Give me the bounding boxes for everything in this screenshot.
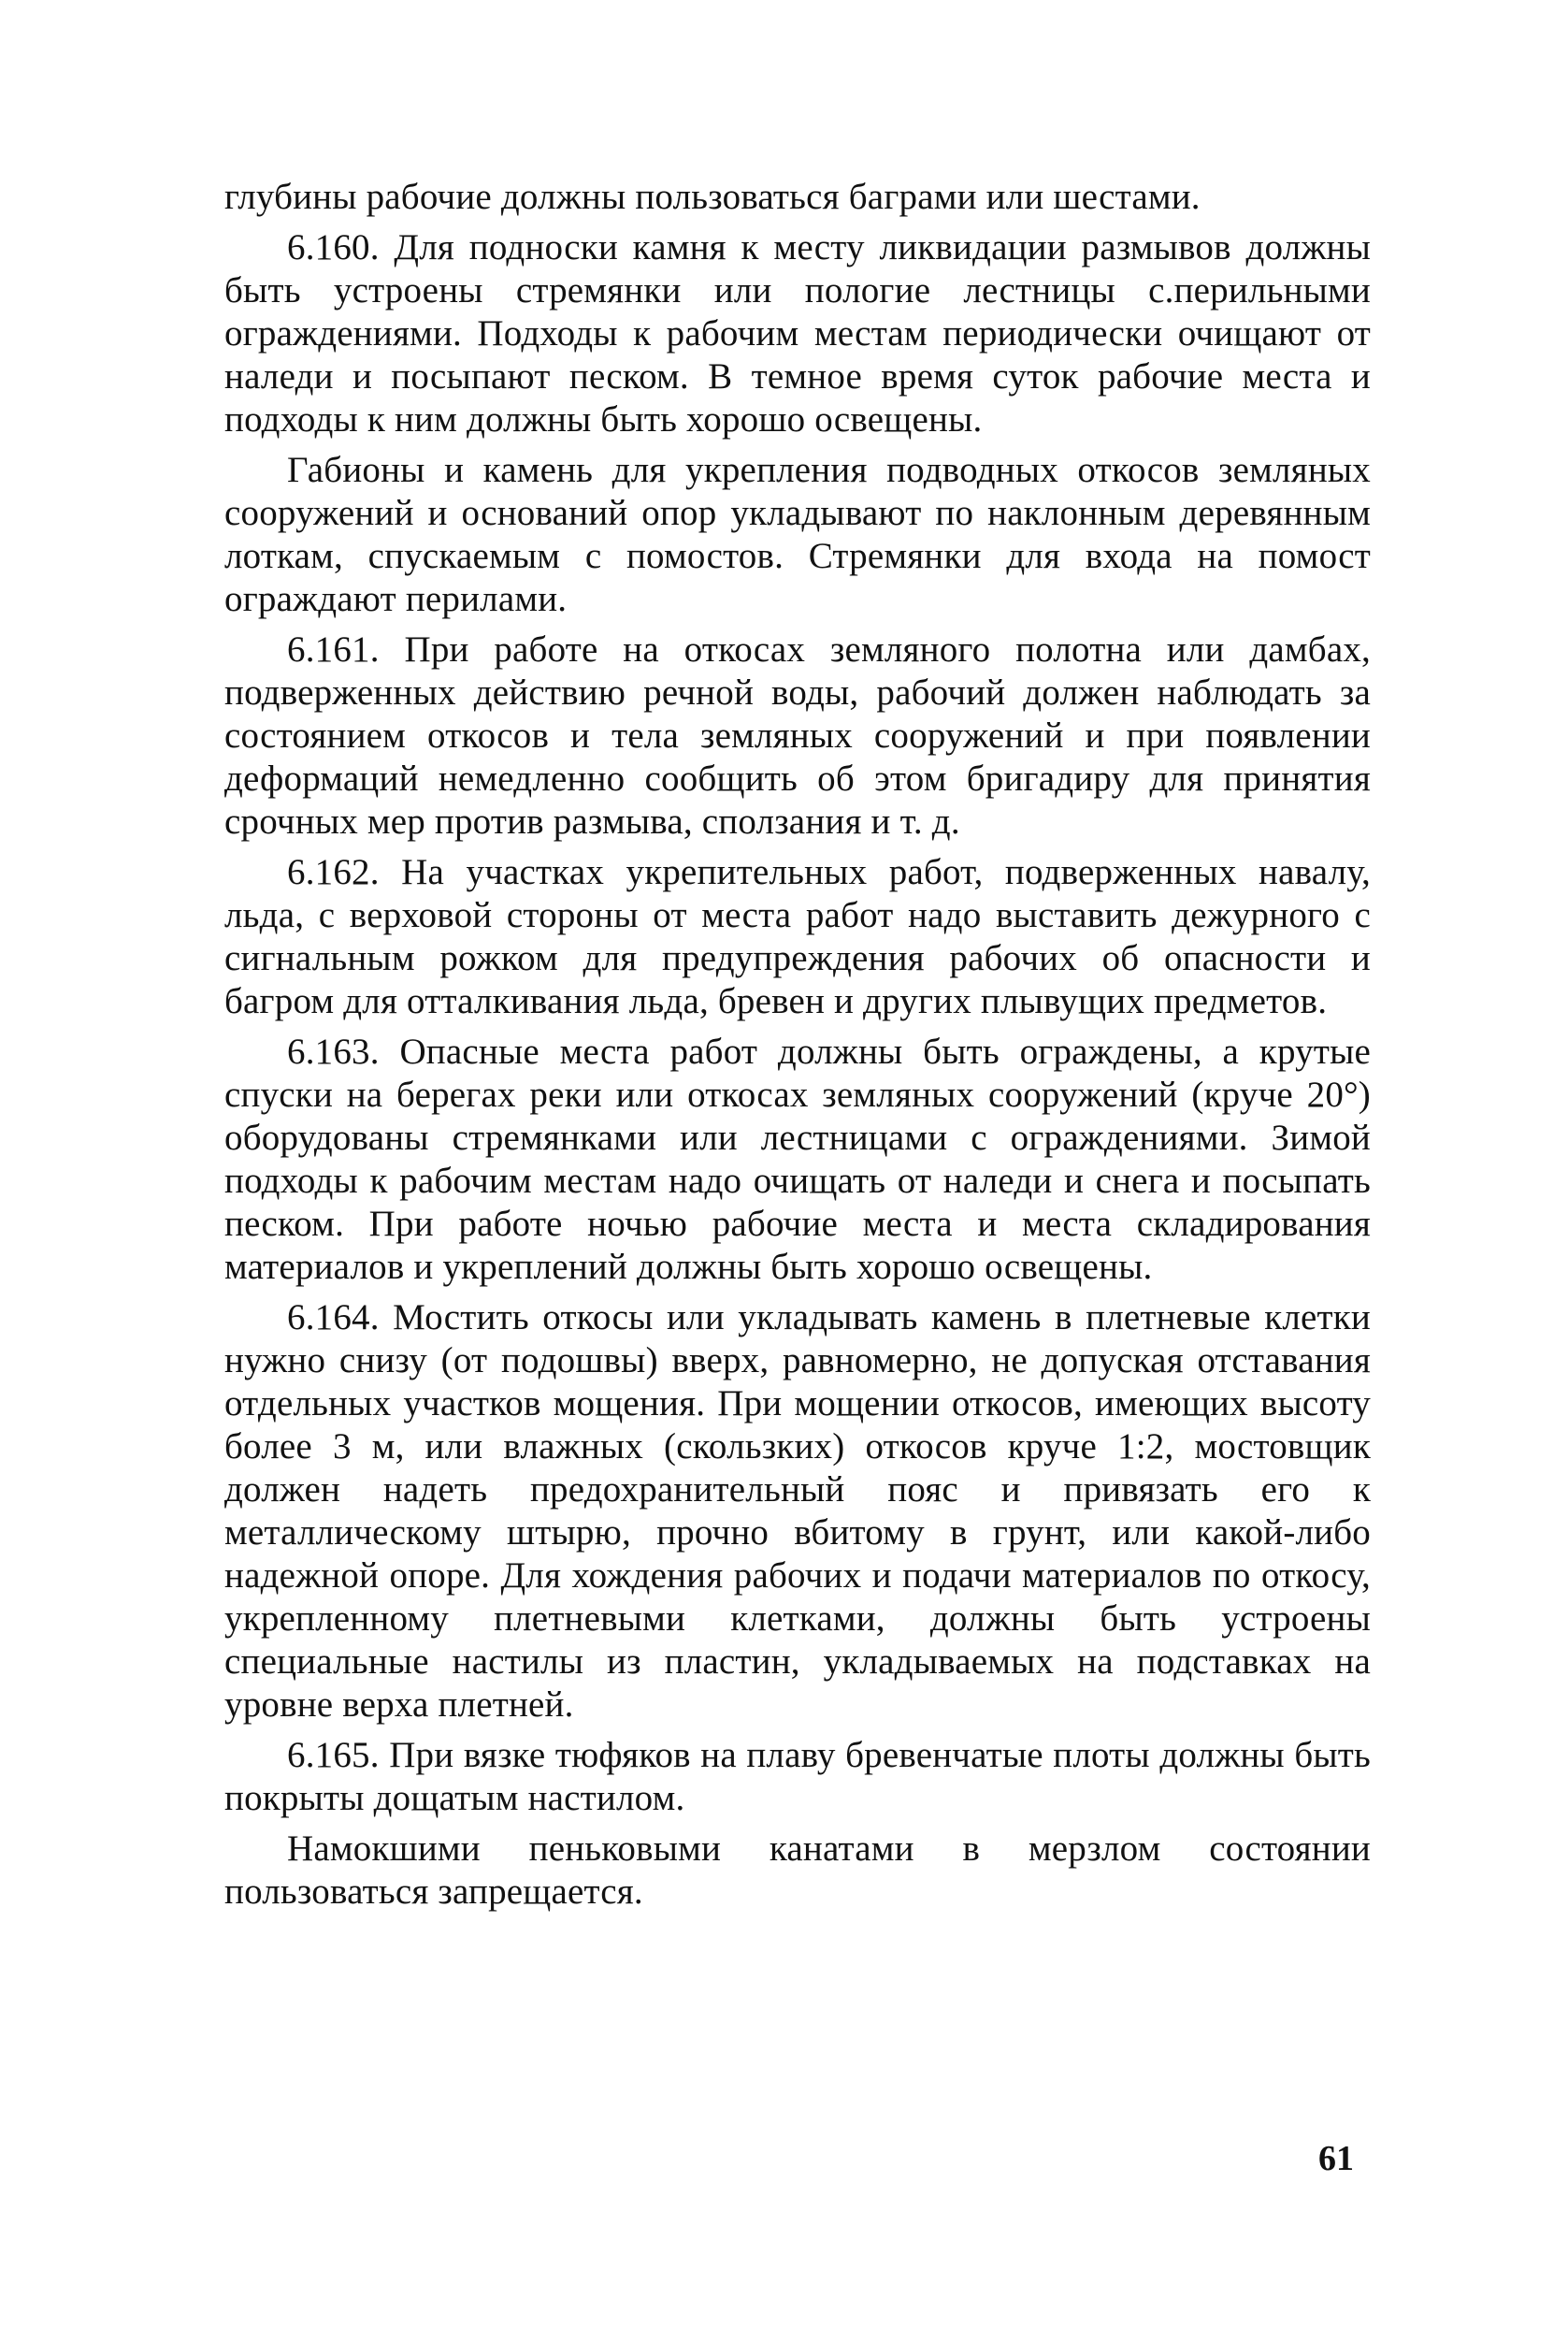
paragraph: 6.163. Опасные места работ должны быть ограждены, а крутые спуски на берегах реки или откосах земляных сооружений (круче 20°) оборудованы стремянками или лестницами с ограждениями. Зимой подходы к рабочим местам надо очищать от наледи и снега и посыпать песком. При работе ночью рабочие места и места складирования материалов и укреплений должны быть хорошо освещены. (224, 1032, 1371, 1287)
paragraph: Габионы и камень для укрепления подводных откосов земляных сооружений и оснований опор укладывают по наклонным деревянным лоткам, спускаемым с помостов. Стремянки для входа на помост ограждают перилами. (224, 450, 1371, 619)
paragraph: Намокшими пеньковыми канатами в мерзлом состоянии пользоваться запрещается. (224, 1828, 1371, 1912)
paragraph: 6.161. При работе на откосах земляного полотна или дамбах, подверженных действию речной воды, рабочий должен наблюдать за состоянием откосов и тела земляных сооружений и при появлении деформаций немедленно сообщить об этом бригадиру для принятия срочных мер против размыва, сползания и т. д. (224, 629, 1371, 842)
page-number: 61 (1318, 2139, 1354, 2178)
paragraph: глубины рабочие должны пользоваться баграми или шестами. (224, 177, 1201, 217)
paragraph: 6.164. Мостить откосы или укладывать камень в плетневые клетки нужно снизу (от подошвы) вверх, равномерно, не допуская отставания отдельных участков мощения. При мощении откосов, имеющих высоту более 3 м, или влажных (скользких) откосов круче 1:2, мостовщик должен надеть предохранительный пояс и привязать его к металлическому штырю, прочно вбитому в грунт, или какой-либо надежной опоре. Для хождения рабочих и подачи материалов по откосу, укрепленному плетневыми клетками, должны быть устроены специальные настилы из пластин, укладываемых на подставках на уровне верха плетней. (224, 1297, 1371, 1725)
body-text (224, 176, 1371, 1921)
paragraph: 6.160. Для подноски камня к месту ликвидации размывов должны быть устроены стремянки или пологие лестницы с.перильными ограждениями. Подходы к рабочим местам периодически очищают от наледи и посыпают песком. В темное время суток рабочие места и подходы к ним должны быть хорошо освещены. (224, 227, 1371, 440)
paragraph: 6.162. На участках укрепительных работ, подверженных навалу, льда, с верховой стороны от места работ надо выставить дежурного с сигнальным рожком для предупреждения рабочих об опасности и багром для отталкивания льда, бревен и других плывущих предметов. (224, 852, 1371, 1021)
paragraph: 6.165. При вязке тюфяков на плаву бревенчатые плоты должны быть покрыты дощатым настилом. (224, 1735, 1371, 1818)
